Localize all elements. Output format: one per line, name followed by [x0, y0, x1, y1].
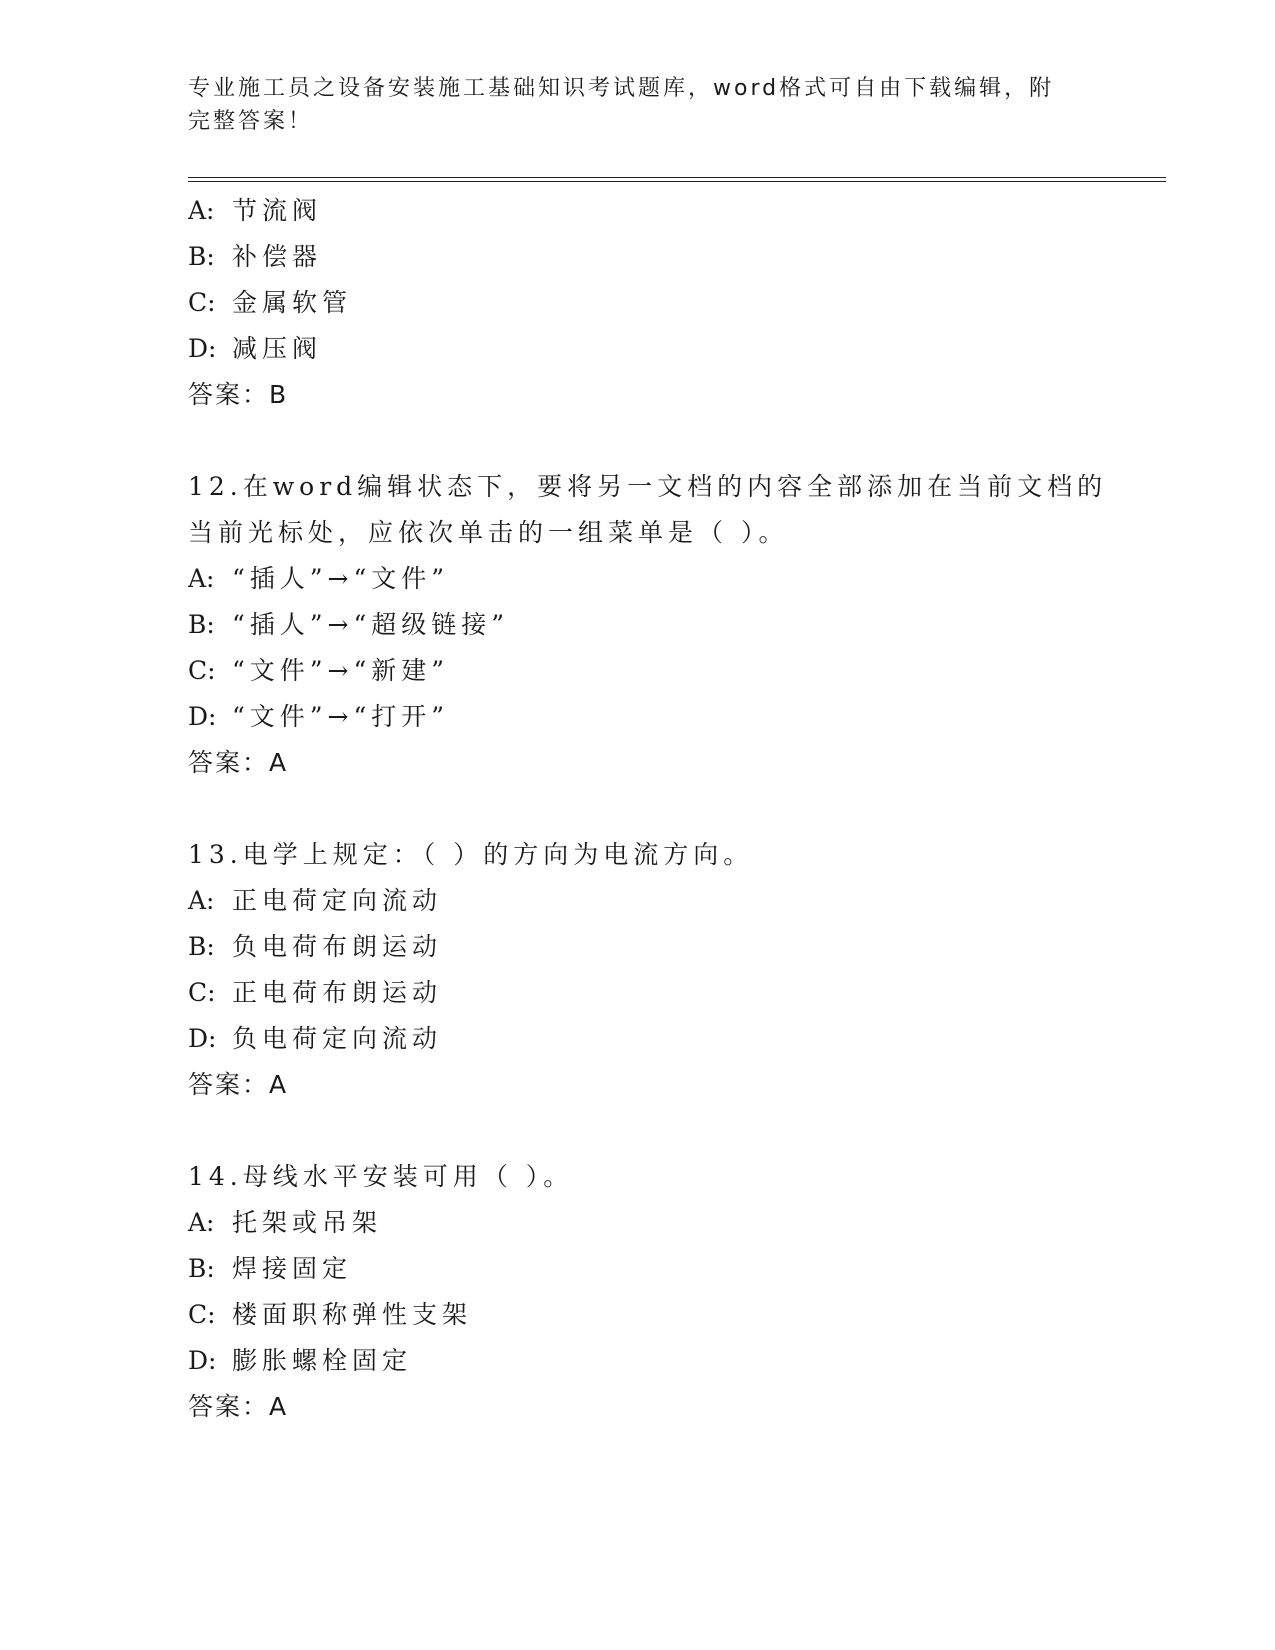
option-c [188, 970, 1088, 1016]
option-text: 正电荷布朗运动 [232, 978, 443, 1007]
option-letter: B: [188, 242, 215, 271]
header-double-rule [188, 177, 1166, 182]
option-text: 正电荷定向流动 [232, 886, 443, 915]
option-text: 金属软管 [232, 288, 353, 317]
answer-line: 答案：A [188, 1070, 289, 1099]
option-d [188, 326, 1088, 372]
option-letter: C: [188, 1300, 216, 1329]
option-letter: D: [188, 334, 217, 363]
spacer [188, 786, 1088, 832]
option-letter: B: [188, 610, 215, 639]
option-text: 负电荷布朗运动 [232, 932, 443, 961]
answer-line: 答案：B [188, 380, 289, 409]
question-13 [188, 832, 1088, 1108]
option-a [188, 878, 1088, 924]
option-a [188, 556, 1088, 602]
option-text: “插人”→“超级链接” [232, 610, 510, 639]
option-letter: B: [188, 932, 215, 961]
option-text: “文件”→“新建” [232, 656, 450, 685]
option-c [188, 1292, 1088, 1338]
option-letter: A: [188, 886, 215, 915]
option-text: 补偿器 [232, 242, 323, 271]
option-text: 节流阀 [232, 196, 323, 225]
document-header: 专业施工员之设备安装施工基础知识考试题库，word格式可自由下载编辑，附完整答案！ [188, 76, 1055, 134]
option-b [188, 924, 1088, 970]
option-a [188, 188, 1088, 234]
option-text: 焊接固定 [232, 1254, 353, 1283]
answer-line: 答案：A [188, 1392, 289, 1421]
option-letter: C: [188, 656, 216, 685]
document-body [188, 188, 1108, 1430]
question-stem-continued: 当前光标处，应依次单击的一组菜单是（ ）。 [188, 518, 789, 547]
question-stem: 14.母线水平安装可用（ ）。 [188, 1162, 574, 1191]
option-a [188, 1200, 1088, 1246]
option-letter: A: [188, 196, 215, 225]
option-text: 托架或吊架 [232, 1208, 383, 1237]
option-text: 膨胀螺栓固定 [232, 1346, 413, 1375]
option-b [188, 602, 1088, 648]
option-letter: D: [188, 1346, 217, 1375]
option-text: 负电荷定向流动 [232, 1024, 443, 1053]
question-11-continued [188, 188, 1088, 418]
option-b [188, 234, 1088, 280]
answer-line: 答案：A [188, 748, 289, 777]
option-letter: A: [188, 1208, 215, 1237]
option-c [188, 280, 1088, 326]
spacer [188, 418, 1088, 464]
option-letter: B: [188, 1254, 215, 1283]
option-b [188, 1246, 1088, 1292]
spacer [188, 1108, 1088, 1154]
option-text: 楼面职称弹性支架 [232, 1300, 473, 1329]
option-text: “插人”→“文件” [232, 564, 450, 593]
option-letter: A: [188, 564, 215, 593]
option-d [188, 1016, 1088, 1062]
option-d [188, 1338, 1088, 1384]
option-text: 减压阀 [232, 334, 323, 363]
question-12 [188, 464, 1108, 786]
question-stem: 12.在word编辑状态下，要将另一文档的内容全部添加在当前文档的 [188, 472, 1108, 501]
option-d [188, 694, 1088, 740]
option-letter: C: [188, 978, 216, 1007]
question-14 [188, 1154, 1088, 1430]
option-letter: D: [188, 1024, 217, 1053]
question-stem: 13.电学上规定：（ ）的方向为电流方向。 [188, 840, 754, 869]
option-c [188, 648, 1088, 694]
option-letter: D: [188, 702, 217, 731]
option-text: “文件”→“打开” [232, 702, 450, 731]
option-letter: C: [188, 288, 216, 317]
